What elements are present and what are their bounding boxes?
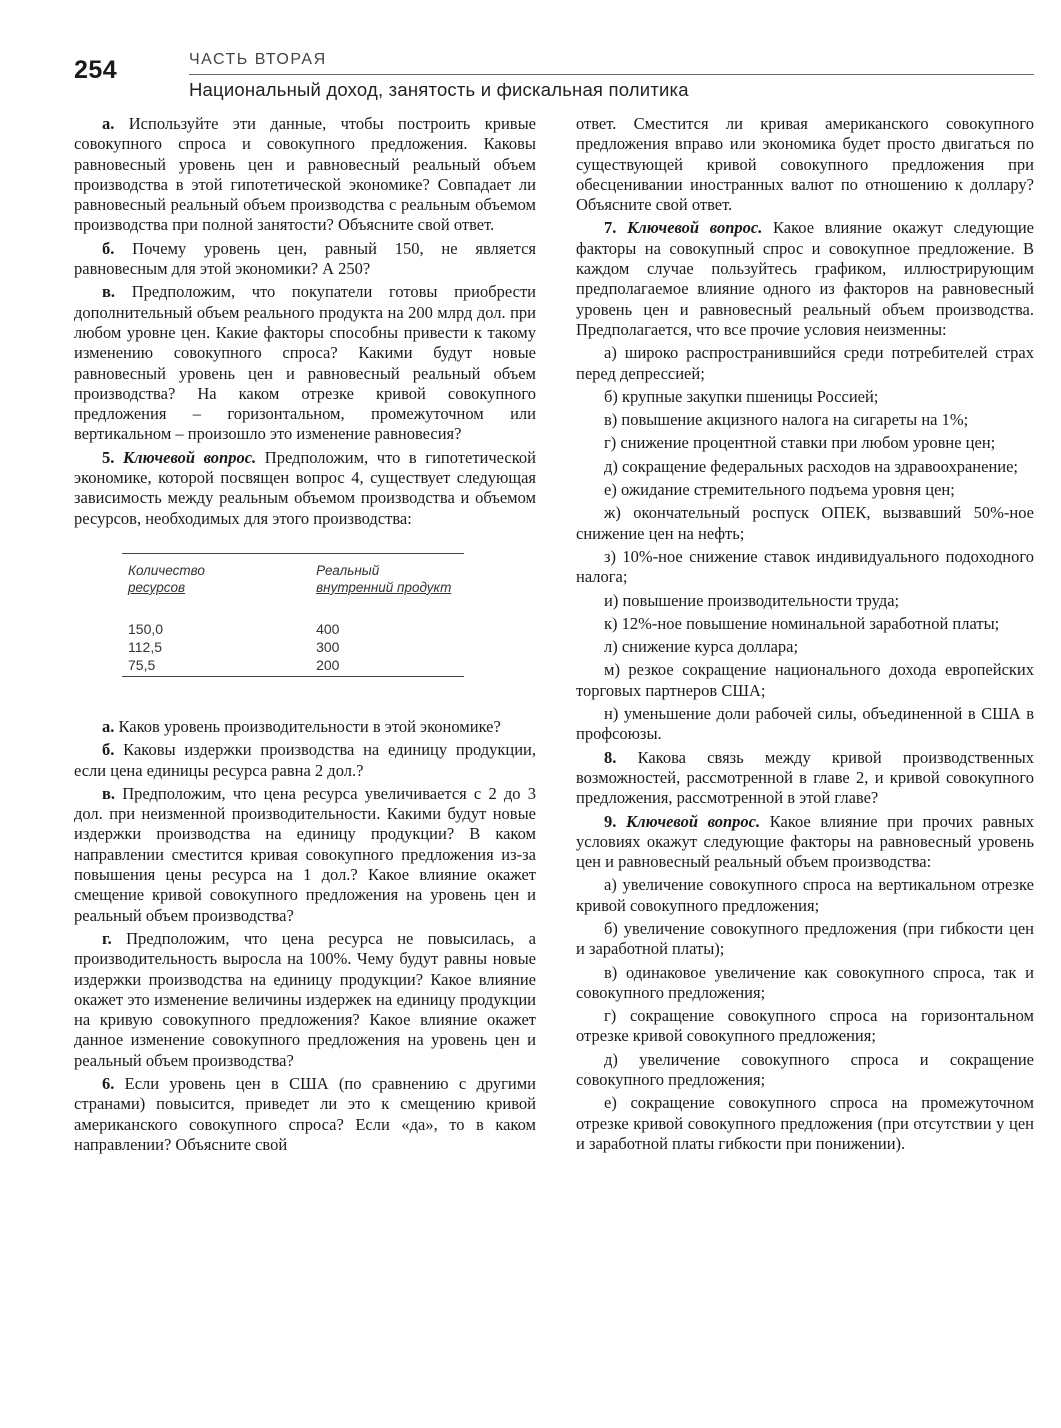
table-header-real-gdp: Реальный внутренний продукт bbox=[316, 562, 452, 595]
list-item: б) крупные закупки пшеницы Россией; bbox=[604, 386, 879, 406]
list-item: д) увеличение совокупного спроса и сокращение совокупного предложения; bbox=[576, 1049, 1034, 1090]
question-number: 6. bbox=[102, 1073, 115, 1093]
question-text: Какое влияние при прочих равных условиях окажут следующие факторы на равновесный уровень цен и равновесный реальный объем производства: bbox=[576, 811, 1034, 872]
list-item: м) резкое сокращение национального дохода европейских торговых партнеров США; bbox=[576, 660, 1034, 700]
table-row bbox=[122, 656, 464, 677]
question-9 bbox=[576, 812, 1034, 873]
question-text: Какова связь между кривой производственных возможностей, рассмотренной в главе 2, и кривой совокупного предложения, рассмотренной в этой главе? bbox=[576, 747, 1034, 808]
key-question-label: Ключевой вопрос. bbox=[122, 447, 257, 467]
question-6-continued: ответ. Сместится ли кривая американского совокупного предложения вправо или экономика будет просто двигаться по существующей кривой совокупного предложения при обесценивании иностранных валют по отношению к доллару? Объясните свой ответ. bbox=[576, 114, 1034, 215]
list-item: г) снижение процентной ставки при любом уровне цен; bbox=[604, 433, 996, 453]
table-cell: 75,5 bbox=[122, 656, 310, 677]
list-item: н) уменьшение доли рабочей силы, объединенной в США в профсоюзы. bbox=[576, 704, 1034, 744]
list-item: в) одинаковое увеличение как совокупного спроса, так и совокупного предложения; bbox=[576, 962, 1034, 1002]
table-cell: 112,5 bbox=[128, 638, 162, 655]
question-text: Предположим, что цена ресурса увеличивается с 2 до 3 дол. при неизменной производительности. Какими будут новые издержки производства на единицу продукции? В каком направлении сместится кривая совокупного предложения из-за повышения цены ресурса на 1 дол.? Какое влияние окажет смещение кривой совокупного предложения на уровень цен и реальный объем производства? bbox=[74, 783, 536, 925]
right-column bbox=[576, 114, 1034, 1157]
item-label: в. bbox=[102, 783, 116, 803]
item-label: в. bbox=[102, 282, 116, 302]
list-item: и) повышение производительности труда; bbox=[604, 590, 900, 610]
table-row bbox=[122, 638, 464, 656]
table-header-resources: Количество ресурсов bbox=[128, 562, 205, 595]
table-cell: 200 bbox=[310, 656, 464, 677]
list-item: в) повышение акцизного налога на сигареты на 1%; bbox=[604, 410, 969, 430]
table-cell: 400 bbox=[316, 620, 340, 637]
question-6 bbox=[74, 1074, 536, 1155]
question-text: Предположим, что покупатели готовы приобрести дополнительный объем реального продукта на 200 млрд дол. при любом уровне цен. Какие факторы способны привести к такому изменению совокупного спроса? Какими будут новые равновесный уровень цен и равновесный реальный объем производства? На каком отрезке кривой совокупного предложения – горизонтальном, промежуточном или вертикальном – произошло это изменение равновесия? bbox=[74, 282, 537, 444]
question-5 bbox=[74, 448, 536, 529]
question-text: Каков уровень производительности в этой экономике? bbox=[118, 716, 501, 736]
question-8 bbox=[576, 748, 1034, 809]
header-rule bbox=[189, 74, 1034, 75]
question-number: 8. bbox=[604, 747, 617, 767]
table-row bbox=[122, 600, 464, 638]
table-cell: 300 bbox=[316, 638, 340, 655]
question-text: Предположим, что цена ресурса не повысилась, а производительность выросла на 100%. Чему будут равны новые издержки производства на единицу продукции? Какое влияние окажет это изменение величины издержек на единицу продукции на кривую совокупного предложения? Какое влияние окажет данное изменение совокупного предложения на уровень цен и реальный объем производства? bbox=[74, 928, 537, 1070]
list-item: к) 12%-ное повышение номинальной заработной платы; bbox=[604, 613, 1000, 633]
list-item: а) увеличение совокупного спроса на вертикальном отрезке кривой совокупного предложения; bbox=[576, 875, 1034, 915]
list-item: е) сокращение совокупного спроса на промежуточном отрезке кривой совокупного предложения (при отсутствии у цен и заработной платы гибкости при понижении). bbox=[576, 1093, 1034, 1153]
item-label: а. bbox=[102, 114, 115, 133]
question-text: Используйте эти данные, чтобы построить кривые совокупного спроса и совокупного предложения. Каковы равновесный уровень цен и равновесный реальный объем производства в этой гипотетической экономике? Совпадает ли равновесный реальный объем производства с реальным объемом производства при полной занятости? Объясните свой ответ. bbox=[74, 114, 536, 235]
question-5b bbox=[74, 740, 536, 781]
page-number: 254 bbox=[74, 56, 118, 84]
list-item: б) увеличение совокупного предложения (при гибкости цен и заработной платы); bbox=[576, 918, 1034, 959]
resources-output-table bbox=[122, 553, 464, 677]
list-item: е) ожидание стремительного подъема уровня цен; bbox=[604, 480, 955, 500]
question-7 bbox=[576, 218, 1034, 340]
question-number: 9. bbox=[604, 811, 617, 831]
item-label: а. bbox=[102, 716, 115, 736]
list-item: а) широко распространившийся среди потребителей страх перед депрессией; bbox=[576, 343, 1034, 383]
question-text: Какое влияние окажут следующие факторы на совокупный спрос и совокупное предложение. В каждом случае пользуйтесь графиком, иллюстрирующим предполагаемое влияние одного из факторов на равновесный уровень цен и равновесный реальный объем производства. Предполагается, что все прочие условия неизменны: bbox=[576, 218, 1035, 339]
question-text: Каковы издержки производства на единицу продукции, если цена единицы ресурса равна 2 дол.? bbox=[74, 740, 537, 780]
list-item: г) сокращение совокупного спроса на горизонтальном отрезке кривой совокупного предложения; bbox=[576, 1006, 1034, 1046]
list-item: з) 10%-ное снижение ставок индивидуального подоходного налога; bbox=[576, 546, 1034, 587]
question-5g bbox=[74, 929, 536, 1071]
list-item: л) снижение курса доллара; bbox=[604, 637, 799, 657]
key-question-label: Ключевой вопрос. bbox=[625, 811, 761, 831]
question-number: 7. bbox=[604, 218, 617, 238]
question-5v bbox=[74, 784, 536, 926]
question-4b bbox=[74, 239, 536, 280]
left-column bbox=[74, 114, 536, 1158]
item-label: б. bbox=[102, 238, 115, 258]
item-label: б. bbox=[102, 740, 115, 760]
table-cell: 150,0 bbox=[128, 620, 164, 637]
question-text: Почему уровень цен, равный 150, не является равновесным для этой экономики? А 250? bbox=[74, 238, 536, 279]
question-5a bbox=[74, 717, 536, 737]
key-question-label: Ключевой вопрос. bbox=[627, 218, 763, 238]
table-header-row bbox=[122, 553, 464, 600]
question-text: Предположим, что в гипотетической экономике, которой посвящен вопрос 4, существует следующая зависимость между реальным объемом производства и объемом ресурсов, необходимых для этого производства: bbox=[74, 447, 536, 528]
list-item: ж) окончательный роспуск ОПЕК, вызвавший 50%-ное снижение цен на нефть; bbox=[576, 503, 1034, 543]
running-title: Национальный доход, занятость и фискальная политика bbox=[189, 79, 689, 100]
question-text: Если уровень цен в США (по сравнению с другими странами) повысится, приведет ли это к смещению кривой американского совокупного спроса? Если «да», то в каком направлении? Объясните свой bbox=[74, 1073, 537, 1154]
list-item: д) сокращение федеральных расходов на здравоохранение; bbox=[604, 456, 1019, 476]
running-part-label: ЧАСТЬ ВТОРАЯ bbox=[189, 51, 327, 68]
item-label: г. bbox=[102, 928, 112, 948]
question-4a bbox=[74, 114, 536, 236]
question-number: 5. bbox=[102, 447, 115, 467]
question-4v bbox=[74, 282, 536, 444]
